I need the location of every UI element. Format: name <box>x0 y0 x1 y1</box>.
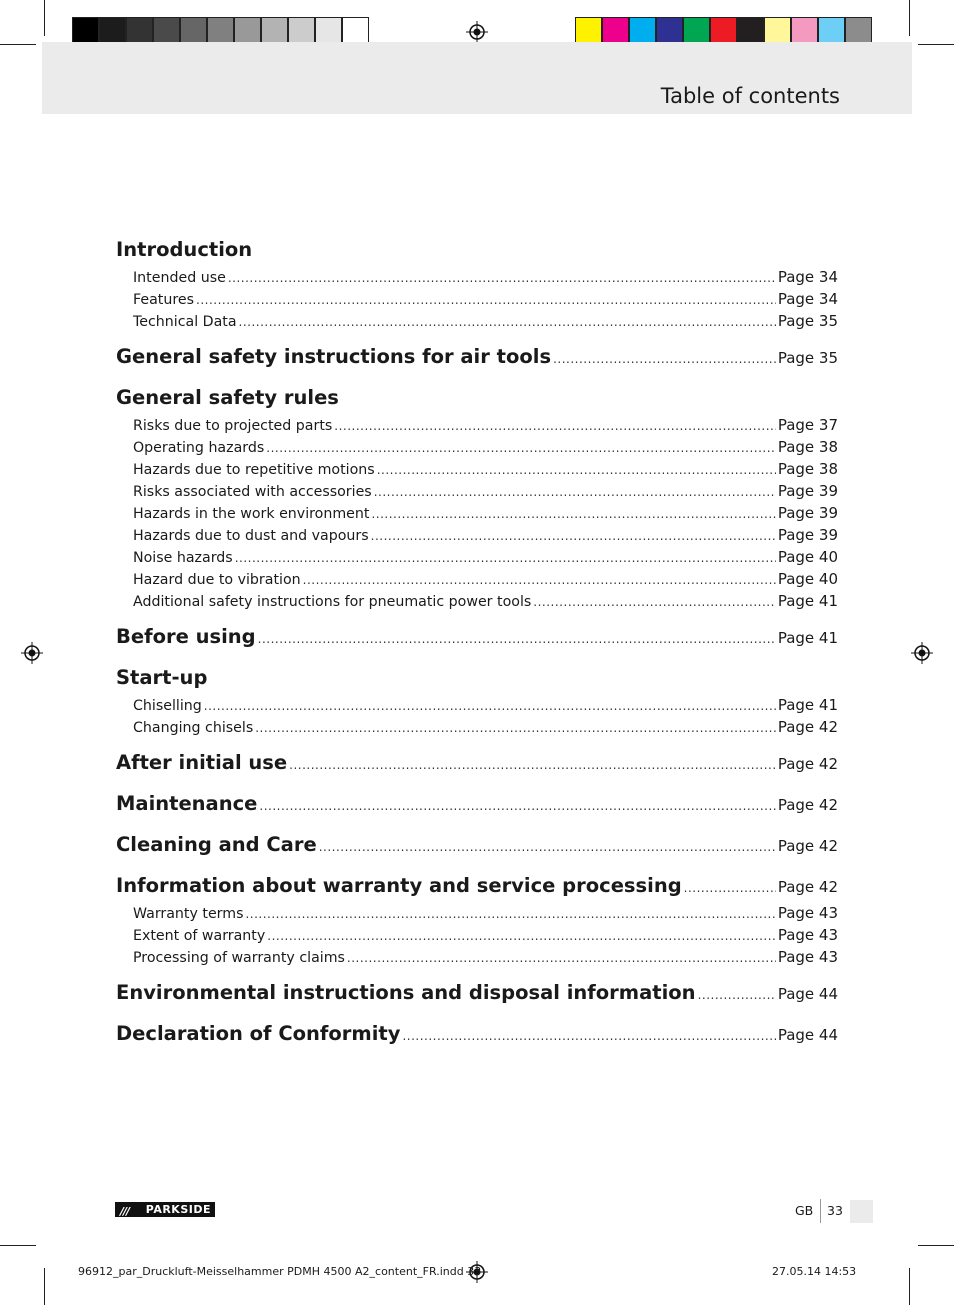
toc-entry-label: Features <box>133 292 195 308</box>
toc-entry[interactable] <box>116 590 838 612</box>
toc-page-ref: Page 43 <box>777 904 838 922</box>
brand-name: PARKSIDE <box>145 1203 211 1216</box>
toc-page-ref: Page 40 <box>777 570 838 588</box>
toc-page-ref: Page 41 <box>777 629 838 647</box>
dot-leader <box>196 289 776 311</box>
toc-entry-label: Changing chisels <box>133 720 254 736</box>
toc-entry[interactable] <box>116 502 838 524</box>
crop-mark <box>909 1268 910 1305</box>
brand-stripes-icon: /// <box>120 1205 130 1218</box>
dot-leader <box>266 437 776 459</box>
toc-entry[interactable] <box>116 716 838 738</box>
print-slug-file: 96912_par_Druckluft-Meisselhammer PDMH 4500 A2_content_FR.indd 33 <box>78 1265 482 1278</box>
toc-entry[interactable] <box>116 414 838 436</box>
toc-page-ref: Page 42 <box>777 755 838 773</box>
print-slug-date: 27.05.14 14:53 <box>772 1265 857 1278</box>
toc-page-ref: Page 43 <box>777 948 838 966</box>
crop-mark <box>44 0 45 36</box>
toc-heading-label: Environmental instructions and disposal information <box>116 981 696 1004</box>
dot-leader <box>258 625 776 653</box>
toc-entry-label: Warranty terms <box>133 906 244 922</box>
color-swatch <box>791 17 818 45</box>
toc-entry-label: Hazards due to dust and vapours <box>133 528 369 544</box>
page-number: 33 <box>827 1203 843 1218</box>
toc-heading[interactable] <box>116 236 838 266</box>
color-swatch <box>656 17 683 45</box>
footer-divider <box>820 1199 821 1223</box>
toc-heading-label: Start-up <box>116 666 208 689</box>
toc-entry[interactable] <box>116 946 838 968</box>
color-swatch <box>575 17 602 45</box>
toc-heading-label: General safety rules <box>116 386 339 409</box>
toc-entry-label: Noise hazards <box>133 550 233 566</box>
toc-section <box>116 236 838 332</box>
toc-page-ref: Page 41 <box>777 696 838 714</box>
toc-heading-label: General safety instructions for air tools <box>116 345 552 368</box>
toc-page-ref: Page 42 <box>777 796 838 814</box>
crop-mark <box>0 1245 36 1246</box>
toc-heading[interactable] <box>116 623 838 653</box>
color-swatch <box>180 17 207 45</box>
toc-page-ref: Page 44 <box>777 1026 838 1044</box>
toc-heading[interactable] <box>116 979 838 1009</box>
toc-heading[interactable] <box>116 384 838 414</box>
toc-entry-label: Technical Data <box>133 314 237 330</box>
toc-entry-label: Hazard due to vibration <box>133 572 301 588</box>
toc-entry-label: Additional safety instructions for pneumatic power tools <box>133 594 532 610</box>
dot-leader <box>303 569 776 591</box>
brand-logo <box>115 1202 215 1217</box>
dot-leader <box>698 981 776 1009</box>
toc-entry[interactable] <box>116 436 838 458</box>
toc-page-ref: Page 38 <box>777 438 838 456</box>
toc-section <box>116 623 838 653</box>
toc-entry[interactable] <box>116 902 838 924</box>
toc-heading[interactable] <box>116 664 838 694</box>
toc-heading[interactable] <box>116 790 838 820</box>
toc-entry[interactable] <box>116 524 838 546</box>
crop-mark <box>918 1245 954 1246</box>
dot-leader <box>235 547 776 569</box>
toc-page-ref: Page 37 <box>777 416 838 434</box>
color-swatch <box>737 17 764 45</box>
toc-entry-label: Processing of warranty claims <box>133 950 345 966</box>
toc-heading-label: After initial use <box>116 751 288 774</box>
color-swatch <box>602 17 629 45</box>
toc-entry[interactable] <box>116 546 838 568</box>
dot-leader <box>374 481 776 503</box>
toc-heading-label: Maintenance <box>116 792 258 815</box>
page-title: Table of contents <box>660 84 840 108</box>
toc-heading[interactable] <box>116 749 838 779</box>
toc-entry-label: Risks associated with accessories <box>133 484 372 500</box>
color-swatch <box>683 17 710 45</box>
toc-entry[interactable] <box>116 458 838 480</box>
color-swatch <box>629 17 656 45</box>
dot-leader <box>228 267 776 289</box>
dot-leader <box>371 503 775 525</box>
toc-page-ref: Page 35 <box>777 312 838 330</box>
dot-leader <box>377 459 776 481</box>
color-swatch <box>126 17 153 45</box>
crop-mark <box>909 0 910 36</box>
toc-heading-label: Cleaning and Care <box>116 833 317 856</box>
color-swatch <box>315 17 342 45</box>
toc-section <box>116 1020 838 1050</box>
toc-entry[interactable] <box>116 924 838 946</box>
color-swatch <box>153 17 180 45</box>
color-swatch <box>845 17 872 45</box>
toc-entry[interactable] <box>116 310 838 332</box>
crop-mark <box>44 1268 45 1305</box>
dot-leader <box>371 525 776 547</box>
color-swatch <box>818 17 845 45</box>
dot-leader <box>259 792 775 820</box>
dot-leader <box>334 415 776 437</box>
footer-tab <box>850 1200 873 1223</box>
crop-mark <box>0 44 36 45</box>
toc-section <box>116 664 838 738</box>
dot-leader <box>684 874 776 902</box>
toc-entry-label: Risks due to projected parts <box>133 418 333 434</box>
dot-leader <box>533 591 776 613</box>
table-of-contents <box>116 236 838 1061</box>
dot-leader <box>245 903 775 925</box>
registration-mark-icon <box>21 642 43 664</box>
toc-page-ref: Page 35 <box>777 349 838 367</box>
toc-page-ref: Page 34 <box>777 268 838 286</box>
color-swatch <box>764 17 791 45</box>
toc-heading[interactable] <box>116 831 838 861</box>
dot-leader <box>289 751 776 779</box>
toc-heading[interactable] <box>116 343 838 373</box>
color-swatch <box>261 17 288 45</box>
toc-page-ref: Page 38 <box>777 460 838 478</box>
toc-entry-label: Extent of warranty <box>133 928 266 944</box>
toc-page-ref: Page 42 <box>777 718 838 736</box>
toc-section <box>116 790 838 820</box>
language-code: GB <box>795 1203 814 1218</box>
toc-section <box>116 343 838 373</box>
dot-leader <box>239 311 776 333</box>
toc-page-ref: Page 42 <box>777 878 838 896</box>
toc-entry[interactable] <box>116 480 838 502</box>
toc-page-ref: Page 39 <box>777 482 838 500</box>
toc-page-ref: Page 39 <box>777 504 838 522</box>
toc-heading[interactable] <box>116 1020 838 1050</box>
color-swatch <box>288 17 315 45</box>
registration-mark-icon <box>466 21 488 43</box>
color-swatch <box>234 17 261 45</box>
toc-heading-label: Declaration of Conformity <box>116 1022 401 1045</box>
toc-page-ref: Page 40 <box>777 548 838 566</box>
toc-section <box>116 384 838 612</box>
toc-section <box>116 749 838 779</box>
dot-leader <box>319 833 776 861</box>
registration-mark-icon <box>911 642 933 664</box>
toc-heading-label: Information about warranty and service processing <box>116 874 682 897</box>
toc-entry[interactable] <box>116 694 838 716</box>
toc-heading-label: Introduction <box>116 238 253 261</box>
toc-entry[interactable] <box>116 288 838 310</box>
toc-page-ref: Page 42 <box>777 837 838 855</box>
toc-entry-label: Intended use <box>133 270 226 286</box>
color-swatch <box>99 17 126 45</box>
toc-page-ref: Page 43 <box>777 926 838 944</box>
color-swatch <box>342 17 369 45</box>
toc-page-ref: Page 34 <box>777 290 838 308</box>
toc-page-ref: Page 44 <box>777 985 838 1003</box>
toc-entry-label: Hazards due to repetitive motions <box>133 462 375 478</box>
dot-leader <box>204 695 776 717</box>
crop-mark <box>918 44 954 45</box>
toc-page-ref: Page 39 <box>777 526 838 544</box>
toc-section <box>116 872 838 968</box>
dot-leader <box>347 947 776 969</box>
toc-entry-label: Operating hazards <box>133 440 265 456</box>
toc-page-ref: Page 41 <box>777 592 838 610</box>
toc-section <box>116 979 838 1009</box>
dot-leader <box>255 717 776 739</box>
color-swatch <box>72 17 99 45</box>
toc-entry[interactable] <box>116 266 838 288</box>
toc-entry[interactable] <box>116 568 838 590</box>
toc-entry-label: Chiselling <box>133 698 202 714</box>
toc-entry-label: Hazards in the work environment <box>133 506 370 522</box>
dot-leader <box>267 925 776 947</box>
dot-leader <box>402 1022 775 1050</box>
dot-leader <box>553 345 776 373</box>
toc-heading[interactable] <box>116 872 838 902</box>
toc-heading-label: Before using <box>116 625 256 648</box>
color-swatch <box>710 17 737 45</box>
color-swatch <box>207 17 234 45</box>
toc-section <box>116 831 838 861</box>
